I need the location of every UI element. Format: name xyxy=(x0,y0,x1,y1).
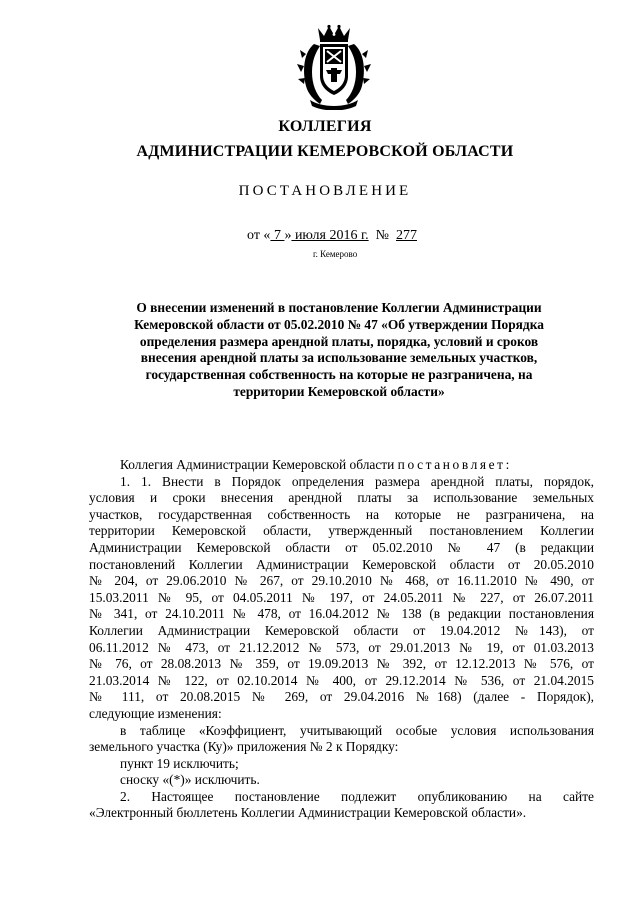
paragraph-1-line: № 111, от 20.08.2015 № 269, от 29.04.2016 №168) (далее - Порядок), xyxy=(89,689,594,705)
title-line: территории Кемеровской области» xyxy=(233,383,445,399)
title-line: определения размера арендной платы, порядка, условий и сроков xyxy=(139,333,539,349)
paragraph-1-last-line: следующие изменения: xyxy=(89,705,222,721)
document-type: ПОСТАНОВЛЕНИЕ xyxy=(238,183,412,199)
paragraph-1-line: № 76, от 28.08.2013 № 359, от 19.09.2013 № 392, от 12.12.2013 № 576, от xyxy=(89,656,594,672)
change-item: сноску «(*)» исключить. xyxy=(120,772,260,788)
paragraph-1-line: участков, государственная собственность на которые не разграничена, на xyxy=(89,506,594,522)
kemerovo-coat-of-arms-icon xyxy=(296,24,372,110)
paragraph-1-line: 1. 1. Внести в Порядок определения размера арендной платы, порядок, xyxy=(120,473,594,489)
paragraph-1-line: № 341, от 24.10.2011 № 478, от 16.04.2012 № 138 (в редакции постановления xyxy=(89,606,594,622)
organization-name-line1: КОЛЛЕГИЯ xyxy=(278,118,372,135)
paragraph-2-line: 2. Настоящее постановление подлежит опубликованию на сайте xyxy=(120,788,594,804)
change-item: пункт 19 исключить; xyxy=(120,755,239,771)
document-number: 277 xyxy=(396,228,417,243)
intro-paragraph xyxy=(89,457,594,474)
paragraph-1-line: Коллегии Администрации Кемеровской области от 19.04.2012 №143), от xyxy=(89,622,594,638)
intro-text: Коллегия Администрации Кемеровской области xyxy=(120,457,398,472)
paragraph-1-line: территории Кемеровской области, утвержденный постановлением Коллегии xyxy=(89,523,594,539)
table-change-line: земельного участка (Ку)» приложения № 2 к Порядку: xyxy=(89,739,399,755)
title-line: государственная собственность на которые не разграничена, на xyxy=(145,367,533,383)
paragraph-1-line: постановлений Коллегии Администрации Кемеровской области от 20.05.2010 xyxy=(89,556,594,572)
title-line: О внесении изменений в постановление Коллегии Администрации xyxy=(136,300,542,315)
intro-decree-word: постановляет: xyxy=(397,457,512,472)
paragraph-1-line: Администрации Кемеровской области от 05.02.2010 № 47 (в редакции xyxy=(89,539,594,555)
date-month-year: июля 2016 г. xyxy=(291,228,369,243)
city-name: г. Кемерово xyxy=(313,249,358,259)
date-prefix: от « xyxy=(247,228,271,243)
paragraph-1-line: № 204, от 29.06.2010 № 267, от 29.10.2010 № 468, от 16.11.2010 № 490, от xyxy=(89,573,594,589)
date-day: 7 xyxy=(270,228,285,243)
paragraph-1-line: 15.03.2011 № 95, от 04.05.2011 № 197, от 24.05.2011 № 227, от 26.07.2011 xyxy=(89,589,594,605)
document-date-number xyxy=(247,228,417,244)
paragraph-1-line: условия и сроки внесения арендной платы за использование земельных xyxy=(89,490,594,506)
paragraph-2-line: «Электронный бюллетень Коллегии Администрации Кемеровской области». xyxy=(89,805,527,821)
title-line: внесения арендной платы за использование земельных участков, xyxy=(140,350,538,366)
date-mid: » xyxy=(284,228,292,243)
paragraph-1-line: 06.11.2012 № 473, от 21.12.2012 № 573, от 29.01.2013 № 19, от 01.03.2013 xyxy=(89,639,594,655)
title-line: Кемеровской области от 05.02.2010 № 47 «Об утверждении Порядка xyxy=(134,316,544,332)
table-change-line: в таблице «Коэффициент, учитывающий особые условия использования xyxy=(120,722,594,738)
paragraph-1-line: 21.03.2014 № 122, от 02.10.2014 № 400, от 29.12.2014 № 536, от 21.04.2015 xyxy=(89,672,594,688)
organization-name-line2: АДМИНИСТРАЦИИ КЕМЕРОВСКОЙ ОБЛАСТИ xyxy=(136,143,514,160)
document-body xyxy=(89,457,594,822)
number-sign: № xyxy=(368,228,396,243)
document-title xyxy=(96,300,582,401)
